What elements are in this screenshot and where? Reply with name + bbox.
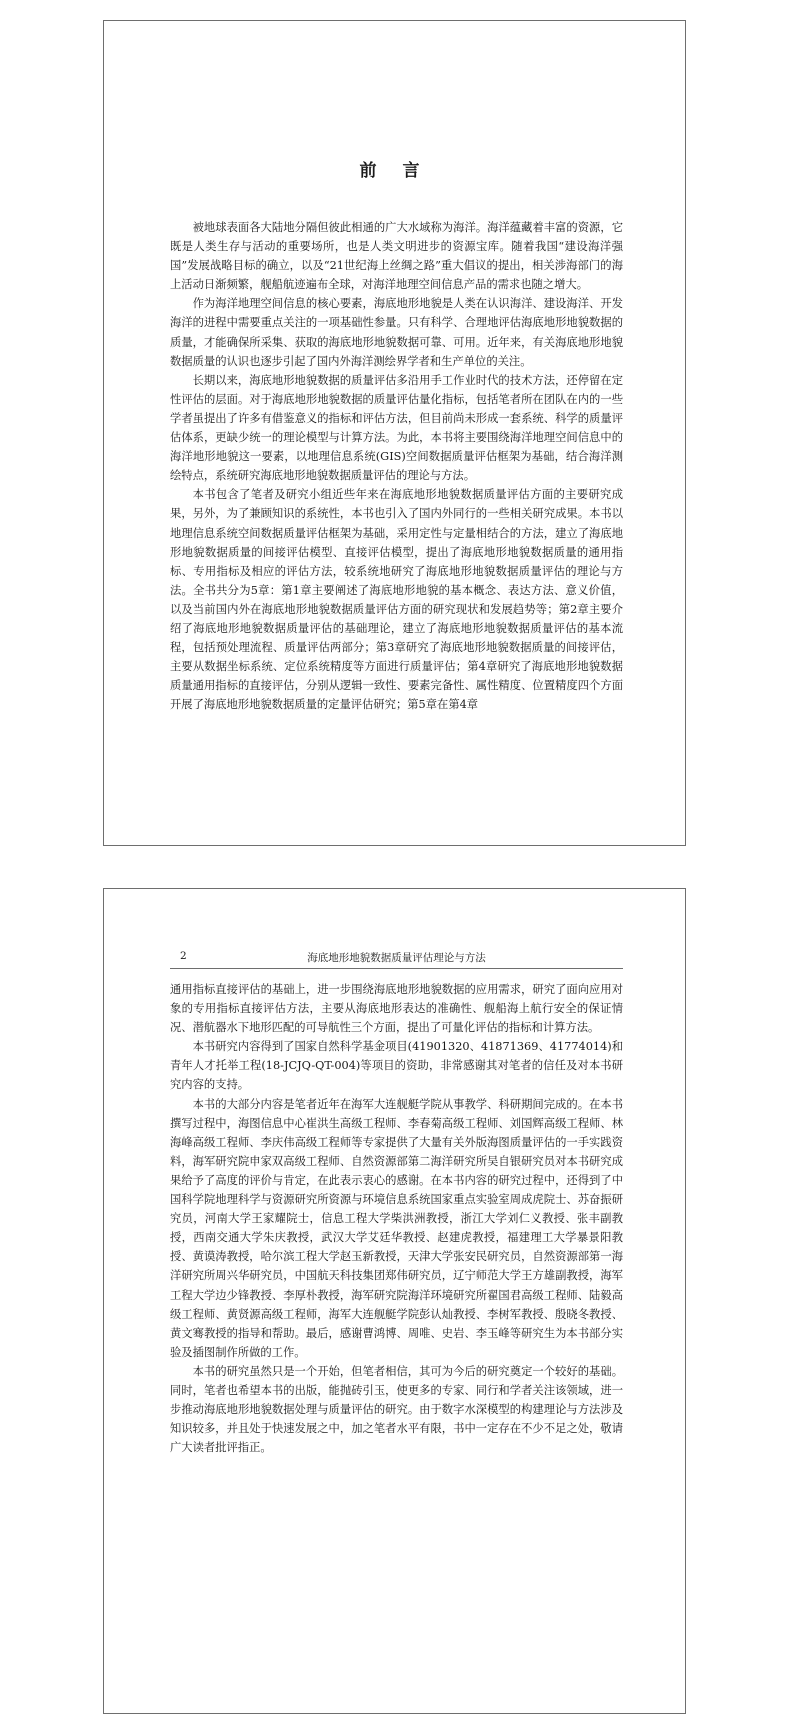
book-page-2 bbox=[103, 888, 686, 1714]
paragraph: 本书包含了笔者及研究小组近些年来在海底地形地貌数据质量评估方面的主要研究成果，另外，为了兼顾知识的系统性，本书也引入了国内外同行的一些相关研究成果。本书以地理信息系统空间数据质量评估框架为基础，采用定性与定量相结合的方法，建立了海底地形地貌数据质量的间接评估模型、直接评估模型，提出了海底地形地貌数据质量的通用指标、专用指标及相应的评估方法，较系统地研究了海底地形地貌数据质量评估的理论与方法。全书共分为5章：第1章主要阐述了海底地形地貌的基本概念、表达方法、意义价值，以及当前国内外在海底地形地貌数据质量评估方面的研究现状和发展趋势等；第2章主要介绍了海底地形地貌数据质量评估的基础理论，建立了海底地形地貌数据质量评估的基本流程，包括预处理流程、质量评估两部分；第3章研究了海底地形地貌数据质量的间接评估，主要从数据坐标系统、定位系统精度等方面进行质量评估；第4章研究了海底地形地貌数据质量通用指标的直接评估，分别从逻辑一致性、要素完备性、属性精度、位置精度四个方面开展了海底地形地貌数据质量的定量评估研究；第5章在第4章 bbox=[170, 488, 623, 712]
paragraph: 本书的大部分内容是笔者近年在海军大连舰艇学院从事教学、科研期间完成的。在本书撰写过程中，海图信息中心崔洪生高级工程师、李春菊高级工程师、刘国辉高级工程师、林海峰高级工程师、李庆伟高级工程师等专家提供了大量有关外版海图质量评估的一手实践资料，海军研究院申家双高级工程师、自然资源部第二海洋研究所吴自银研究员对本书研究成果给予了高度的评价与肯定，在此表示衷心的感谢。在本书内容的研究过程中，还得到了中国科学院地理科学与资源研究所资源与环境信息系统国家重点实验室周成虎院士、苏奋振研究员，河南大学王家耀院士，信息工程大学柴洪洲教授，浙江大学刘仁义教授、张丰副教授，西南交通大学朱庆教授，武汉大学艾廷华教授、赵建虎教授，福建理工大学暴景阳教授、黄谟涛教授，哈尔滨工程大学赵玉新教授，天津大学张安民研究员，自然资源部第一海洋研究所周兴华研究员，中国航天科技集团郑伟研究员，辽宁师范大学王方雄副教授，海军工程大学边少锋教授、李厚朴教授，海军研究院海洋环境研究所翟国君高级工程师、陆毅高级工程师、黄贤源高级工程师，海军大连舰艇学院彭认灿教授、李树军教授、殷晓冬教授、黄文骞教授的指导和帮助。最后，感谢曹鸿博、周唯、史岩、李玉峰等研究生为本书部分实验及插图制作所做的工作。 bbox=[170, 1097, 623, 1359]
running-title: 海底地形地貌数据质量评估理论与方法 bbox=[307, 952, 486, 964]
paragraph: 被地球表面各大陆地分隔但彼此相通的广大水域称为海洋。海洋蕴藏着丰富的资源，它既是人类生存与活动的重要场所，也是人类文明进步的资源宝库。随着我国“建设海洋强国”发展战略目标的确立，以及“21世纪海上丝绸之路”重大倡议的提出，相关涉海部门的海上活动日渐频繁，舰船航迹遍布全球，对海洋地理空间信息产品的需求也随之增大。 bbox=[170, 221, 623, 292]
paragraph: 本书研究内容得到了国家自然科学基金项目(41901320、41871369、41774014)和青年人才托举工程(18-JCJQ-QT-004)等项目的资助，非常感谢其对笔者的信任及对本书研究内容的支持。 bbox=[170, 1040, 623, 1092]
paragraph: 本书的研究虽然只是一个开始，但笔者相信，其可为今后的研究奠定一个较好的基础。同时，笔者也希望本书的出版，能抛砖引玉，使更多的专家、同行和学者关注该领域，进一步推动海底地形地貌数据处理与质量评估的研究。由于数字水深模型的构建理论与方法涉及知识较多，并且处于快速发展之中，加之笔者水平有限，书中一定存在不少不足之处，敬请广大读者批评指正。 bbox=[170, 1364, 623, 1455]
paragraph: 作为海洋地理空间信息的核心要素，海底地形地貌是人类在认识海洋、建设海洋、开发海洋的进程中需要重点关注的一项基础性参量。只有科学、合理地评估海底地形地貌数据的质量，才能确保所采集、获取的海底地形地貌数据可靠、可用。近年来，有关海底地形地貌数据质量的认识也逐步引起了国内外海洋测绘界学者和生产单位的关注。 bbox=[170, 297, 623, 368]
book-page-1 bbox=[103, 20, 686, 846]
preface-body bbox=[170, 218, 623, 714]
preface-body-continued bbox=[170, 980, 623, 1457]
page-title: 前 言 bbox=[359, 161, 430, 181]
paragraph-continued: 通用指标直接评估的基础上，进一步围绕海底地形地貌数据的应用需求，研究了面向应用对象的专用指标直接评估方法，主要从海底地形表达的准确性、舰船海上航行安全的保证情况、潜航器水下地形匹配的可导航性三个方面，提出了可量化评估的指标和计算方法。 bbox=[170, 983, 623, 1035]
running-header bbox=[170, 950, 623, 969]
paragraph: 长期以来，海底地形地貌数据的质量评估多沿用手工作业时代的技术方法，还停留在定性评估的层面。对于海底地形地貌数据的质量评估量化指标，包括笔者所在团队在内的一些学者虽提出了许多有借鉴意义的指标和评估方法，但目前尚未形成一套系统、科学的质量评估体系，更缺少统一的理论模型与计算方法。为此，本书将主要围绕海洋地理空间信息中的海洋地形地貌这一要素，以地理信息系统(GIS)空间数据质量评估框架为基础，结合海洋测绘特点，系统研究海底地形地貌数据质量评估的理论与方法。 bbox=[170, 373, 623, 483]
page-number: 2 bbox=[180, 950, 187, 962]
